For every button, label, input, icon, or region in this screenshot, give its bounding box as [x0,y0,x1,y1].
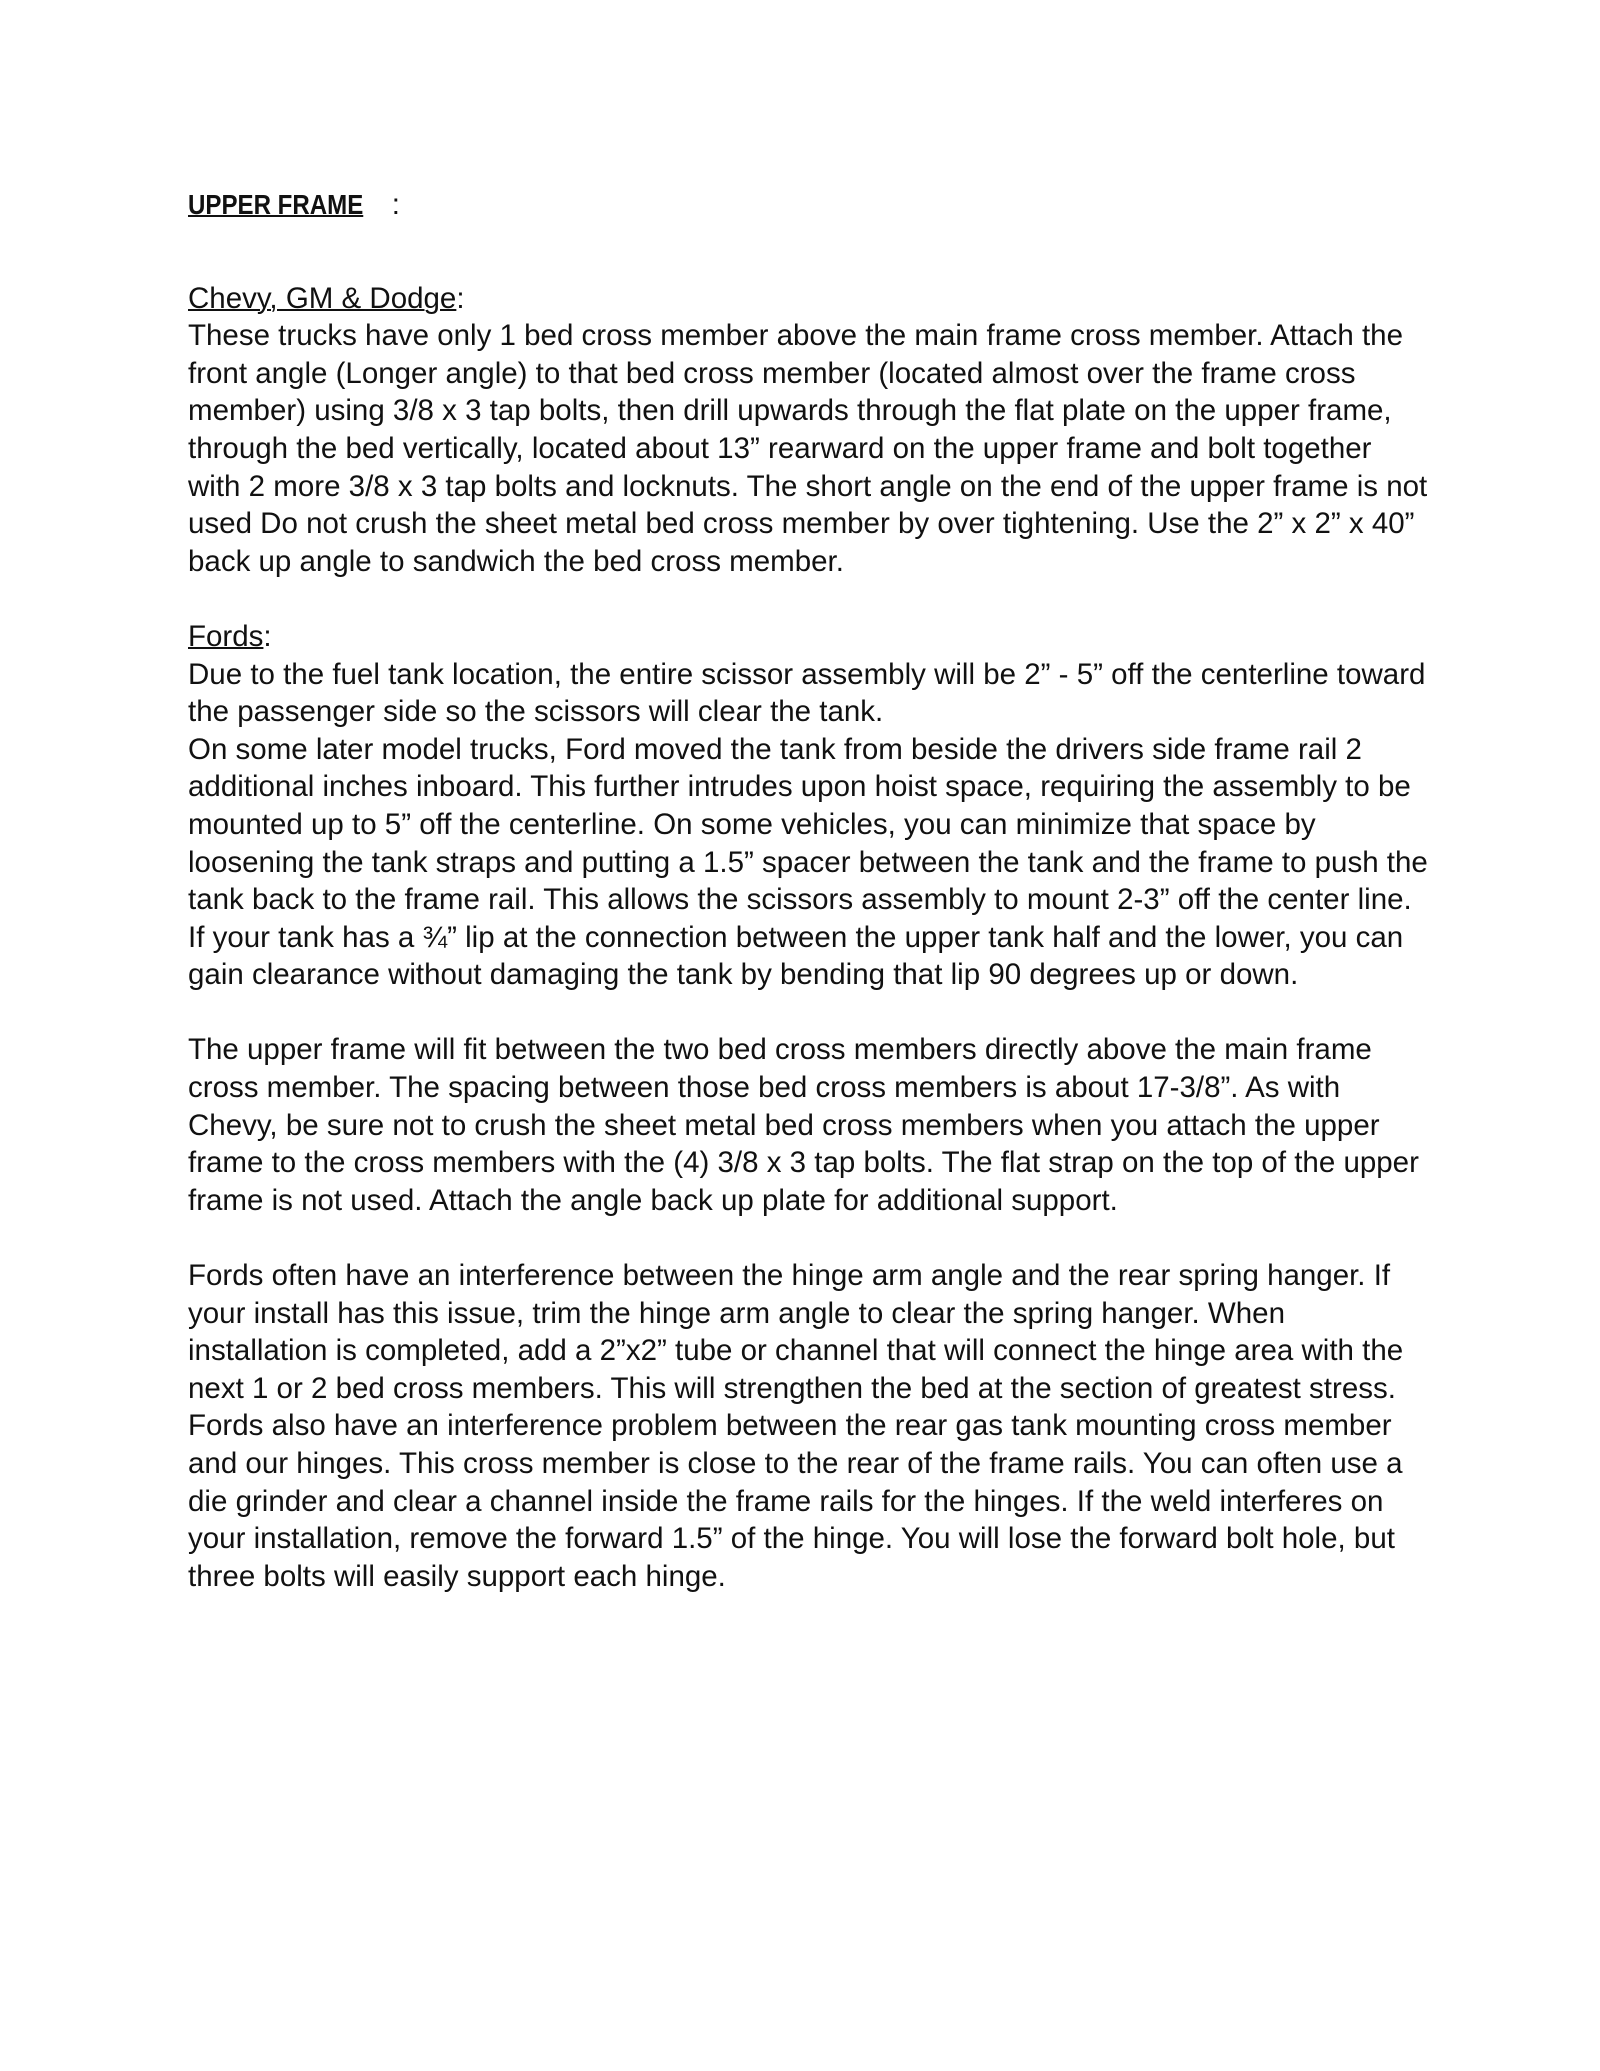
heading-colon: : [263,619,272,653]
chevy-paragraph: These trucks have only 1 bed cross member above the main frame cross member. Attach the front angle (Longer angle) to that bed cross member (located almost over the frame cross member) using 3/8 x 3 tap bolts, then drill upwards through the flat plate on the upper frame, through the bed vertically, located about 13” rearward on the upper frame and bolt together with 2 more 3/8 x 3 tap bolts and locknuts. The short angle on the end of the upper frame is not used Do not crush the sheet metal bed cross member by over tightening. Use the 2” x 2” x 40” back up angle to sandwich the bed cross member. [188,319,1428,578]
heading-colon: : [456,281,465,315]
document-title [188,186,1428,224]
fords-paragraph-2: On some later model trucks, Ford moved the tank from beside the drivers side frame rail 2 additional inches inboard. This further intrudes upon hoist space, requiring the assembly to be mounted up to 5” off the centerline. On some vehicles, you can minimize that space by loosening the tank straps and putting a 1.5” spacer between the tank and the frame to push the tank back to the frame rail. This allows the scissors assembly to mount 2-3” off the center line. If your tank has a ¾” lip at the connection between the upper tank half and the lower, you can gain clearance without damaging the tank by bending that lip 90 degrees up or down. [188,732,1428,992]
fords-paragraph-3: The upper frame will fit between the two bed cross members directly above the main frame cross member. The spacing between those bed cross members is about 17-3/8”. As with Chevy, be sure not to crush the sheet metal bed cross members when you attach the upper frame to the cross members with the (4) 3/8 x 3 tap bolts. The flat strap on the top of the upper frame is not used. Attach the angle back up plate for additional support. [188,1033,1419,1217]
title-colon: : [391,188,400,221]
document-page [188,186,1428,1595]
fords-paragraph-4: Fords often have an interference between the hinge arm angle and the rear spring hanger. If your install has this issue, trim the hinge arm angle to clear the spring hanger. When installation is completed, add a 2”x2” tube or channel that will connect the hinge area with the next 1 or 2 bed cross members. This will strengthen the bed at the section of greatest stress. Fords also have an interference problem between the rear gas tank mounting cross member and our hinges. This cross member is close to the rear of the frame rails. You can often use a die grinder and clear a channel inside the frame rails for the hinges. If the weld interferes on your installation, remove the forward 1.5” of the hinge. You will lose the forward bolt hole, but three bolts will easily support each hinge. [188,1259,1404,1593]
fords-paragraph-1: Due to the fuel tank location, the entire scissor assembly will be 2” - 5” off the centerline toward the passenger side so the scissors will clear the tank. [188,657,1426,729]
section-heading-fords [188,618,1428,656]
chevy-heading-text: Chevy, GM & Dodge [188,281,457,315]
fords-heading-text: Fords [188,619,264,653]
section-heading-chevy [188,280,1428,318]
title-text: UPPER FRAME [188,189,364,220]
